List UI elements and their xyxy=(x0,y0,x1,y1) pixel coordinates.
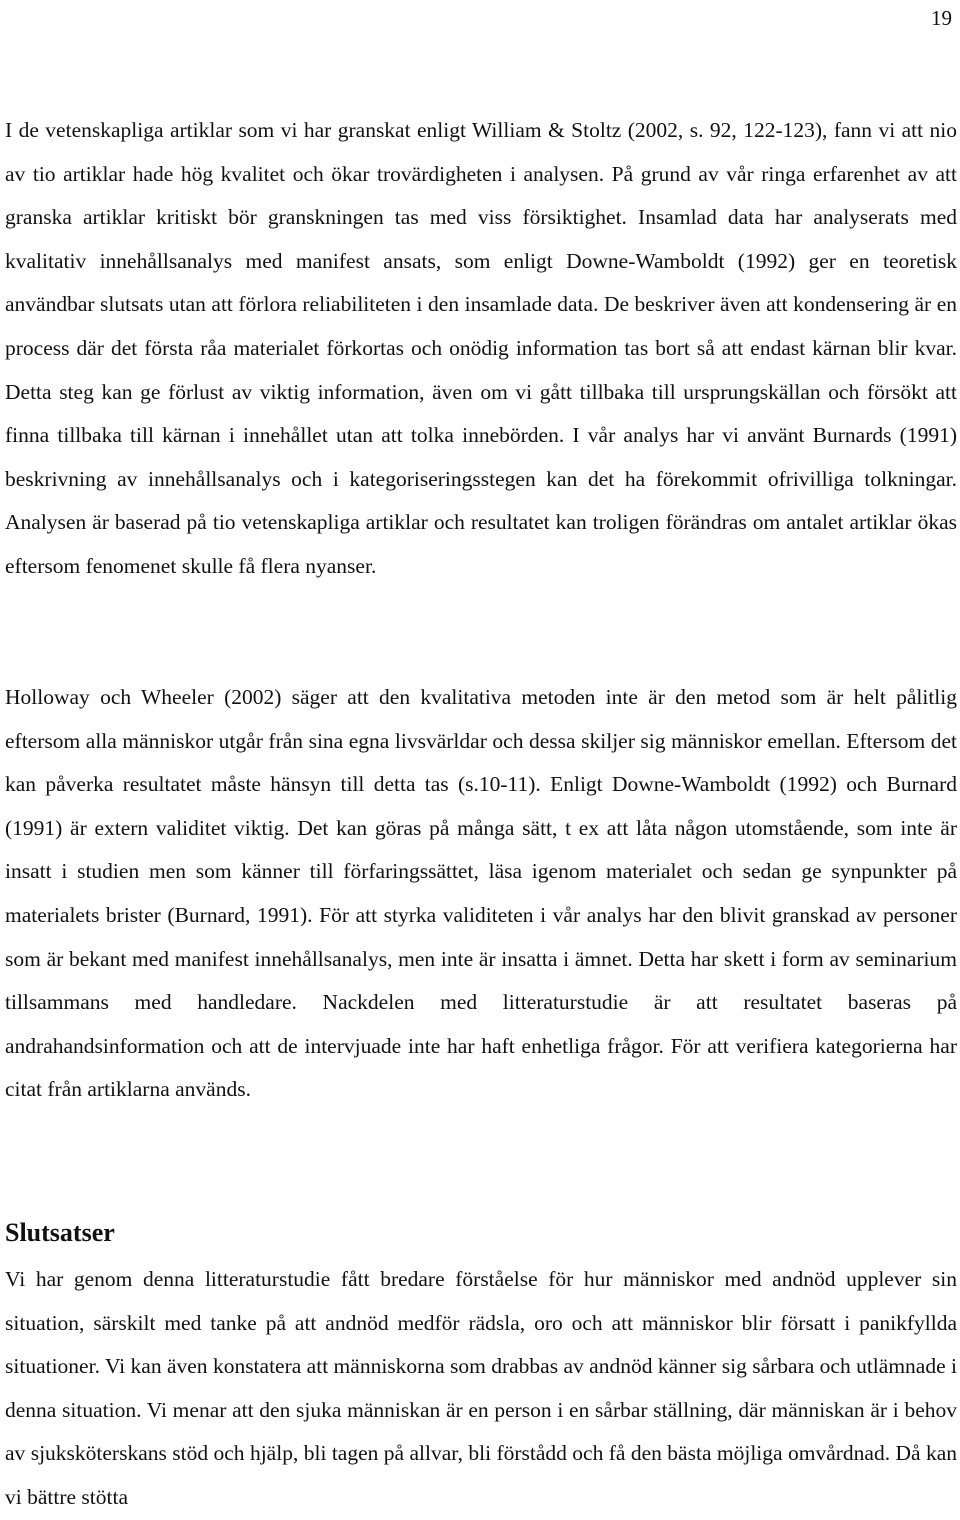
section-heading-slutsatser: Slutsatser xyxy=(5,1218,115,1247)
paragraph-conclusions: Vi har genom denna litteraturstudie fått bredare förståelse för hur människor med andnöd upplever sin situation, särskilt med tanke på att andnöd medför rädsla, oro och att människor blir försatt i panikfyllda situationer. Vi kan även konstatera att människorna som drabbas av andnöd känner sig sårbara och utlämnade i denna situation. Vi menar att den sjuka människan är en person i en sårbar ställning, där människan är i behov av sjuksköterskans stöd och hjälp, bli tagen på allvar, bli förstådd och få den bästa möjliga omvårdnad. Då kan vi bättre stötta xyxy=(5,1267,957,1509)
paragraph-validity: Holloway och Wheeler (2002) säger att den kvalitativa metoden inte är den metod som är helt pålitlig eftersom alla människor utgår från sina egna livsvärldar och dessa skiljer sig människor emellan. Eftersom det kan påverka resultatet måste hänsyn till detta tas (s.10-11). Enligt Downe-Wamboldt (1992) och Burnard (1991) är extern validitet viktig. Det kan göras på många sätt, t ex att låta någon utomstående, som inte är insatt i studien men som känner till förfaringssättet, läsa igenom materialet och sedan ge synpunkter på materialets brister (Burnard, 1991). För att styrka validiteten i vår analys har den blivit granskad av personer som är bekant med manifest innehållsanalys, men inte är insatta i ämnet. Detta har skett i form av seminarium tillsammans med handledare. Nackdelen med litteraturstudie är att resultatet baseras på andrahandsinformation och att de intervjuade inte har haft enhetliga frågor. För att verifiera kategorierna har citat från artiklarna används. xyxy=(5,685,957,1102)
paragraph-analysis-quality: I de vetenskapliga artiklar som vi har granskat enligt William & Stoltz (2002, s. 92, 122-123), fann vi att nio av tio artiklar hade hög kvalitet och ökar trovärdigheten i analysen. På grund av vår ringa erfarenhet av att granska artiklar kritiskt bör granskningen tas med viss försiktighet. Insamlad data har analyserats med kvalitativ innehållsanalys med manifest ansats, som enligt Downe-Wamboldt (1992) ger en teoretisk användbar slutsats utan att förlora reliabiliteten i den insamlade data. De beskriver även att kondensering är en process där det första råa materialet förkortas och onödig information tas bort så att endast kärnan blir kvar. Detta steg kan ge förlust av viktig information, även om vi gått tillbaka till ursprungskällan och försökt att finna tillbaka till kärnan i innehållet utan att tolka innebörden. I vår analys har vi använt Burnards (1991) beskrivning av innehållsanalys och i kategoriseringsstegen kan det ha förekommit ofrivilliga tolkningar. Analysen är baserad på tio vetenskapliga artiklar och resultatet kan troligen förändras om antalet artiklar ökas eftersom fenomenet skulle få flera nyanser. xyxy=(5,118,957,578)
page-number: 19 xyxy=(931,6,952,30)
